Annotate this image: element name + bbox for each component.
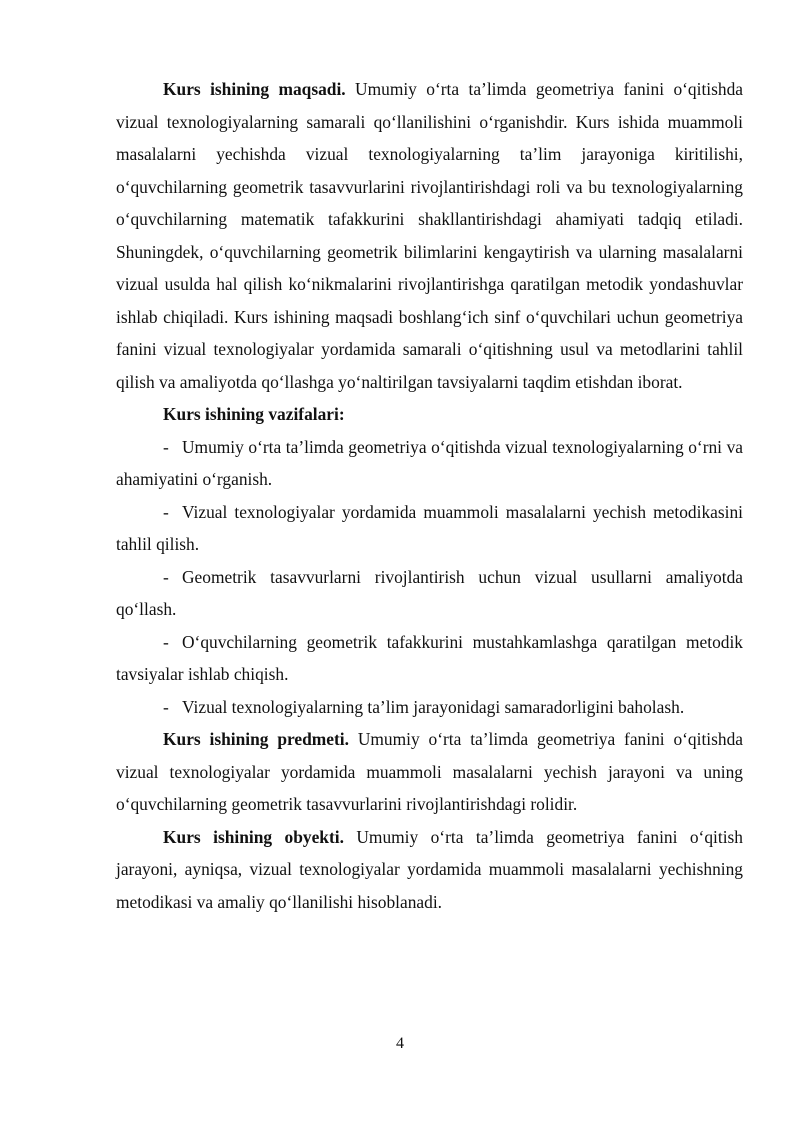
- task-text: Geometrik tasavvurlarni rivojlantirish uchun vizual usullarni amaliyotda qo‘llash.: [116, 566, 743, 619]
- task-item: [116, 561, 743, 626]
- subject-paragraph: [116, 723, 743, 821]
- object-text: Umumiy o‘rta ta’limda geometriya fanini o‘qitish jarayoni, ayniqsa, vizual texnologiyalar yordamida muammoli masalalarni yechishning metodikasi va amaliy qo‘llanilishi hisoblanadi.: [116, 826, 744, 912]
- task-item: [116, 431, 743, 496]
- goal-paragraph: [116, 73, 743, 398]
- tasks-heading: Kurs ishining vazifalari:: [163, 404, 345, 424]
- object-title: Kurs ishining obyekti.: [163, 826, 344, 847]
- dash-marker: -: [163, 436, 169, 457]
- goal-text: Umumiy o‘rta ta’limda geometriya fanini o‘qitishda vizual texnologiyalarning samarali qo‘llanilishini o‘rganishdir. Kurs ishida muammoli masalalarni yechishda vizual texnologiyalarning ta’lim jarayoniga kiritilishi, o‘quvchilarning geometrik tasavvurlarini rivojlantirishdagi roli va bu texnologiyalarning o‘quvchilarning matematik tafakkurini shakllantirishdagi ahamiyati tadqiq etiladi. Shuningdek, o‘quvchilarning geometrik bilimlarini kengaytirish va ularning masalalarni vizual usulda hal qilish ko‘nikmalarini rivojlantirishga qaratilgan metodik yondashuvlar ishlab chiqiladi. Kurs ishining maqsadi boshlang‘ich sinf o‘quvchilari uchun geometriya fanini vizual texnologiyalar yordamida samarali o‘qitishning usul va metodlarini tahlil qilish va amaliyotda qo‘llashga yo‘naltirilgan tavsiyalarni taqdim etishdan iborat.: [116, 79, 743, 392]
- task-text: Vizual texnologiyalar yordamida muammoli masalalarni yechish metodikasini tahlil qilish.: [116, 501, 743, 554]
- task-text: O‘quvchilarning geometrik tafakkurini mustahkamlashga qaratilgan metodik tavsiyalar ishlab chiqish.: [116, 631, 743, 684]
- dash-marker: -: [163, 566, 169, 587]
- task-item: [116, 496, 743, 561]
- task-item: [116, 626, 743, 691]
- dash-marker: -: [163, 696, 169, 717]
- subject-title: Kurs ishining predmeti.: [163, 729, 349, 749]
- goal-title: Kurs ishining maqsadi.: [163, 79, 346, 99]
- task-item: [116, 691, 743, 724]
- subject-text: Umumiy o‘rta ta’limda geometriya fanini o‘qitishda vizual texnologiyalar yordamida muammoli masalalarni yechish jarayoni va uning o‘quvchilarning geometrik tasavvurlarini rivojlantirishdagi rolidir.: [116, 729, 744, 814]
- dash-marker: -: [163, 631, 169, 652]
- object-paragraph: [116, 821, 743, 919]
- document-page: [116, 73, 743, 918]
- page-number: 4: [396, 1035, 404, 1052]
- dash-marker: -: [163, 501, 169, 522]
- task-text: Umumiy o‘rta ta’limda geometriya o‘qitishda vizual texnologiyalarning o‘rni va ahamiyatini o‘rganish.: [116, 436, 743, 489]
- task-text: Vizual texnologiyalarning ta’lim jarayonidagi samaradorligini baholash.: [182, 696, 685, 717]
